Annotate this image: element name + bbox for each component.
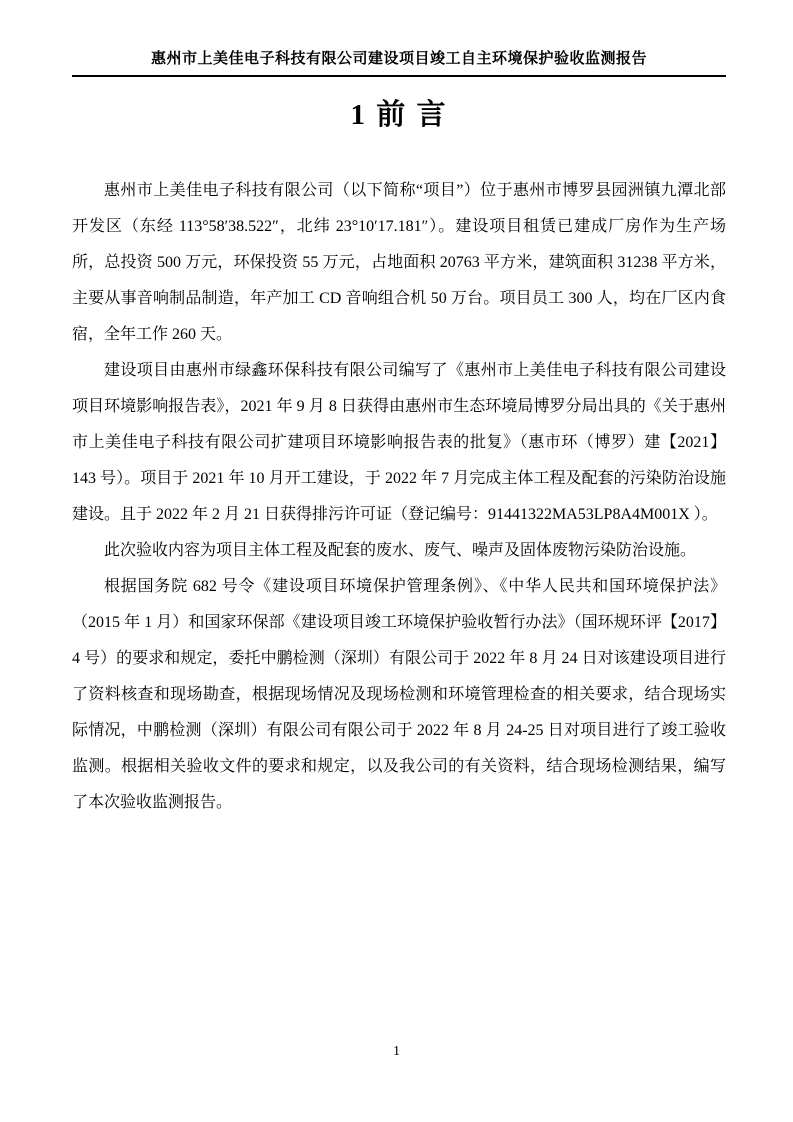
page-number: 1 bbox=[393, 1044, 400, 1059]
paragraph-basis: 根据国务院 682 号令《建设项目环境保护管理条例》、《中华人民共和国环境保护法》（2015 年 1 月）和国家环保部《建设项目竣工环境保护验收暂行办法》（国环规环评【2017】4 号）的要求和规定，委托中鹏检测（深圳）有限公司于 2022 年 8 月 24 日对该建设项目进行了资料核查和现场勘查，根据现场情况及现场检测和环境管理检查的相关要求，结合现场实际情况，中鹏检测（深圳）有限公司有限公司于 2022 年 8 月 24-25 日对项目进行了竣工验收监测。根据相关验收文件的要求和规定，以及我公司的有关资料，结合现场检测结果，编写了本次验收监测报告。 bbox=[72, 578, 726, 811]
running-header: 惠州市上美佳电子科技有限公司建设项目竣工自主环境保护验收监测报告 bbox=[72, 48, 726, 77]
chapter-title: 1 前 言 bbox=[350, 99, 448, 131]
paragraph-approval: 建设项目由惠州市绿鑫环保科技有限公司编写了《惠州市上美佳电子科技有限公司建设项目环境影响报告表》，2021 年 9 月 8 日获得由惠州市生态环境局博罗分局出具的《关于惠州市上美佳电子科技有限公司扩建项目环境影响报告表的批复》（惠市环（博罗）建【2021】143 号）。项目于 2021 年 10 月开工建设，于 2022 年 7 月完成主体工程及配套的污染防治设施建设。且于 2022 年 2 月 21 日获得排污许可证（登记编号：91441322MA53LP8A4M001X ）。 bbox=[72, 362, 726, 523]
document-body bbox=[72, 173, 726, 821]
paragraph-intro: 惠州市上美佳电子科技有限公司（以下简称“项目”）位于惠州市博罗县园洲镇九潭北部开发区（东经 113°58′38.522″，北纬 23°10′17.181″）。建设项目租赁已建成厂房作为生产场所，总投资 500 万元，环保投资 55 万元，占地面积 20763 平方米，建筑面积 31238 平方米，主要从事音响制品制造，年产加工 CD 音响组合机 50 万台。项目员工 300 人，均在厂区内食宿，全年工作 260 天。 bbox=[72, 182, 726, 343]
paragraph-scope: 此次验收内容为项目主体工程及配套的废水、废气、噪声及固体废物污染防治设施。 bbox=[104, 542, 697, 559]
